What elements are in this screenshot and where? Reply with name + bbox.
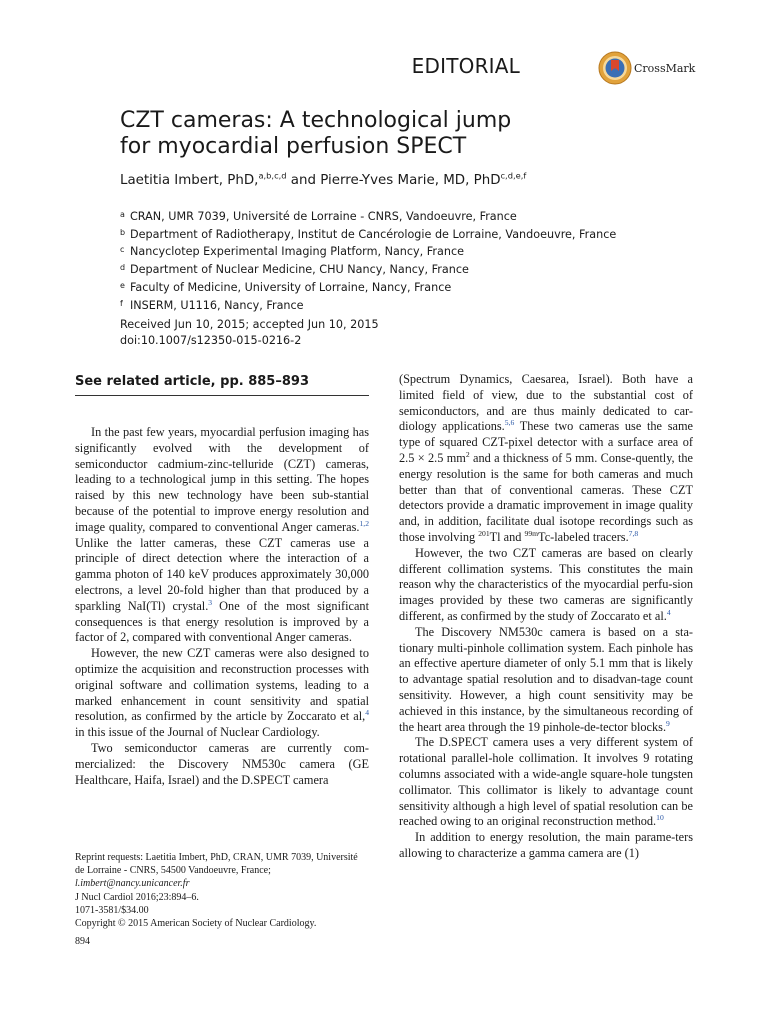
affiliation-text: Faculty of Medicine, University of Lorraine, Nancy, France bbox=[130, 280, 452, 294]
affiliation-mark: b bbox=[120, 227, 126, 237]
body-text: The D.SPECT camera uses a very different system of rotational parallel-hole collimation. It involves 9 rotating columns associated with a wide-angle square-hole tungsten collimator. This collimator is likely to advantage count sensitivity although a high level of spatial resolution can be reached owing to an original reconstruction method. bbox=[399, 735, 693, 829]
body-text: Tl bbox=[489, 529, 501, 544]
received-date: Received Jun 10, 2015; accepted Jun 10, 2015 bbox=[120, 318, 379, 331]
body-text: and a thickness of 5 mm. Conse-quently, the energy resolution is the same for both cameras and much better than that of conventional cameras. These CZT detectors provide a dramatic improvement in image quality and, in addition, facilitate dual isotope recordings such as those involving bbox=[399, 450, 693, 544]
affiliation-mark: f bbox=[120, 298, 123, 308]
footnote-block bbox=[75, 851, 369, 930]
crossmark-icon bbox=[598, 51, 632, 85]
email-link[interactable]: l.imbert@nancy.unicancer.fr bbox=[75, 878, 190, 890]
isotope-mass: 99m bbox=[524, 528, 539, 538]
affiliation-mark: a bbox=[120, 210, 125, 219]
reprint-text: Reprint requests: Laetitia Imbert, PhD, CRAN, UMR 7039, Université de Lorraine - CNRS, 54500 Vandoeuvre, France; bbox=[75, 852, 358, 877]
body-text: and bbox=[500, 529, 525, 544]
body-paragraph bbox=[399, 625, 693, 736]
body-paragraph bbox=[75, 741, 369, 788]
superscript: 2 bbox=[465, 449, 470, 459]
body-text: in this issue of the Journal of Nuclear Cardiology. bbox=[75, 725, 320, 740]
body-text: (Spectrum Dynamics, Caesarea, Israel). Both have a limited field of view, due to the substantial cost of semiconductors, and are thus mainly dedicated to car-diology applications. bbox=[399, 372, 693, 434]
related-article-link[interactable]: See related article, pp. 885–893 bbox=[75, 374, 369, 396]
title-line-2: for myocardial perfusion SPECT bbox=[120, 134, 467, 159]
citation-link[interactable]: 5,6 bbox=[504, 418, 515, 428]
copyright: Copyright © 2015 American Society of Nuclear Cardiology. bbox=[75, 918, 317, 930]
article-title bbox=[120, 108, 680, 160]
affiliation-mark: d bbox=[120, 263, 126, 273]
author-1: Laetitia Imbert, PhD, bbox=[120, 173, 259, 188]
body-paragraph bbox=[399, 830, 693, 862]
section-label: EDITORIAL bbox=[411, 54, 520, 78]
body-text: These two cameras use the same type of squared CZT-pixel detector with a surface area of 2.5 × 2.5 mm bbox=[399, 419, 693, 465]
affiliation-item bbox=[120, 296, 680, 314]
body-text: However, the two CZT cameras are based on clearly different collimation systems. This constitutes the main reason why the characteristics of the myocardial perfu-sion images provided by these two cameras are significantly different, as confirmed by the study of Zoccarato et al. bbox=[399, 545, 693, 623]
affiliation-mark: c bbox=[120, 245, 125, 255]
citation-link[interactable]: 4 bbox=[365, 708, 369, 718]
issn: 1071-3581/$34.00 bbox=[75, 904, 149, 916]
body-column-right bbox=[399, 372, 693, 862]
body-paragraph bbox=[399, 735, 693, 830]
doi-link[interactable]: doi:10.1007/s12350-015-0216-2 bbox=[120, 334, 302, 347]
affiliation-text: Nancyclotep Experimental Imaging Platform, Nancy, France bbox=[130, 245, 464, 259]
body-paragraph bbox=[399, 546, 693, 625]
citation-link[interactable]: 10 bbox=[656, 813, 664, 823]
body-text: Tc-labeled tracers. bbox=[538, 529, 629, 544]
author-1-affiliations: a,b,c,d bbox=[258, 170, 287, 181]
affiliation-list bbox=[120, 207, 680, 313]
body-text: In addition to energy resolution, the main parame-ters allowing to characterize a gamma camera are (1) bbox=[399, 830, 693, 860]
citation-link[interactable]: 7,8 bbox=[628, 528, 639, 538]
body-paragraph bbox=[75, 646, 369, 741]
crossmark-label: CrossMark bbox=[634, 61, 696, 75]
affiliation-text: Department of Radiotherapy, Institut de Cancérologie de Lorraine, Vandoeuvre, France bbox=[130, 227, 617, 241]
article-dates bbox=[120, 317, 680, 349]
isotope-mass: 201 bbox=[478, 528, 490, 538]
affiliation-text: CRAN, UMR 7039, Université de Lorraine - CNRS, Vandoeuvre, France bbox=[130, 210, 517, 223]
affiliation-item bbox=[120, 225, 680, 243]
affiliation-text: Department of Nuclear Medicine, CHU Nancy, Nancy, France bbox=[130, 263, 469, 277]
affiliation-item bbox=[120, 278, 680, 296]
reprint-requests bbox=[75, 851, 369, 891]
page-number: 894 bbox=[75, 936, 90, 947]
affiliation-item bbox=[120, 207, 680, 225]
body-text: In the past few years, myocardial perfusion imaging has significantly evolved with the development of semiconductor cadmium-zinc-telluride (CZT) cameras, leading to a technological jump in this setting. The hopes raised by this new technology have been sub-stantial because of the potential to improve energy resolution and image quality, compared to conventional Anger cameras. bbox=[75, 425, 369, 534]
title-line-1: CZT cameras: A technological jump bbox=[120, 108, 512, 133]
citation-link[interactable]: 9 bbox=[666, 718, 670, 728]
author-list bbox=[120, 170, 680, 188]
journal-citation: J Nucl Cardiol 2016;23:894–6. bbox=[75, 891, 199, 903]
author-join: and Pierre-Yves Marie, MD, PhD bbox=[286, 173, 501, 188]
body-text: One of the most significant consequences is that energy resolution is improved by a factor of 2, compared with conventional Anger cameras. bbox=[75, 598, 369, 645]
body-text: Unlike the latter cameras, these CZT cameras use a principle of direct detection where the interaction of a gamma photon of 140 keV produces approximately 30,000 electrons, a level 20-fold higher than that produced by a sparkling NaI(Tl) crystal. bbox=[75, 535, 369, 613]
body-paragraph bbox=[75, 425, 369, 646]
body-column-left bbox=[75, 425, 369, 788]
citation-link[interactable]: 3 bbox=[208, 597, 213, 607]
affiliation-text: INSERM, U1116, Nancy, France bbox=[130, 298, 304, 312]
citation-link[interactable]: 1,2 bbox=[359, 518, 369, 528]
body-text: The Discovery NM530c camera is based on a sta-tionary multi-pinhole collimation system. Each pinhole has an effective aperture diameter of only 5.1 mm that is likely to advantage spatial resolution and to disadvan-tage count sensitivity. However, a high count sensitivity may be achieved in this instance, by the simultaneous recording of the heart area through the 19 pinhole-de-tector blocks. bbox=[399, 624, 693, 734]
citation-link[interactable]: 4 bbox=[666, 607, 671, 617]
author-2-affiliations: c,d,e,f bbox=[500, 170, 527, 181]
body-text: Two semiconductor cameras are currently com-mercialized: the Discovery NM530c camera (GE Healthcare, Haifa, Israel) and the D.SPECT camera bbox=[75, 740, 369, 787]
body-text: However, the new CZT cameras were also designed to optimize the acquisition and reconstruction processes with original software and collimation systems, leading to a marked enhancement in count sensitivity and spatial resolution, as confirmed by the article by Zoccarato et al, bbox=[75, 646, 369, 724]
affiliation-item bbox=[120, 260, 680, 278]
affiliation-item bbox=[120, 242, 680, 260]
body-paragraph bbox=[399, 372, 693, 546]
crossmark-badge[interactable] bbox=[598, 51, 695, 85]
affiliation-mark: e bbox=[120, 280, 125, 290]
